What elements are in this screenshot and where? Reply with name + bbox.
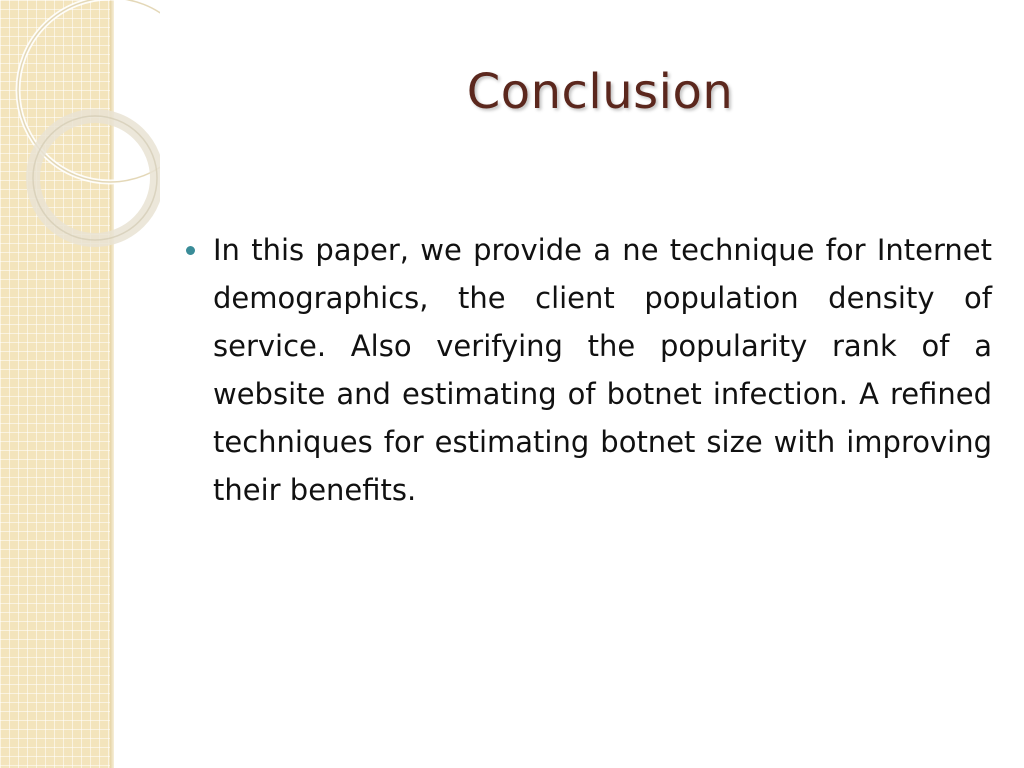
slide-title: Conclusion	[466, 64, 734, 120]
slide-content	[186, 226, 992, 514]
bullet-text: In this paper, we provide a ne technique for Internet demographics, the client population density of service. Also verifying the popularity rank of a website and estimating of botnet infection. A refined techniques for estimating botnet size with improving their benefits.	[213, 233, 992, 507]
decorative-rings-icon	[0, 0, 160, 260]
bullet-dot-icon	[186, 246, 195, 255]
bullet-item	[186, 226, 992, 514]
